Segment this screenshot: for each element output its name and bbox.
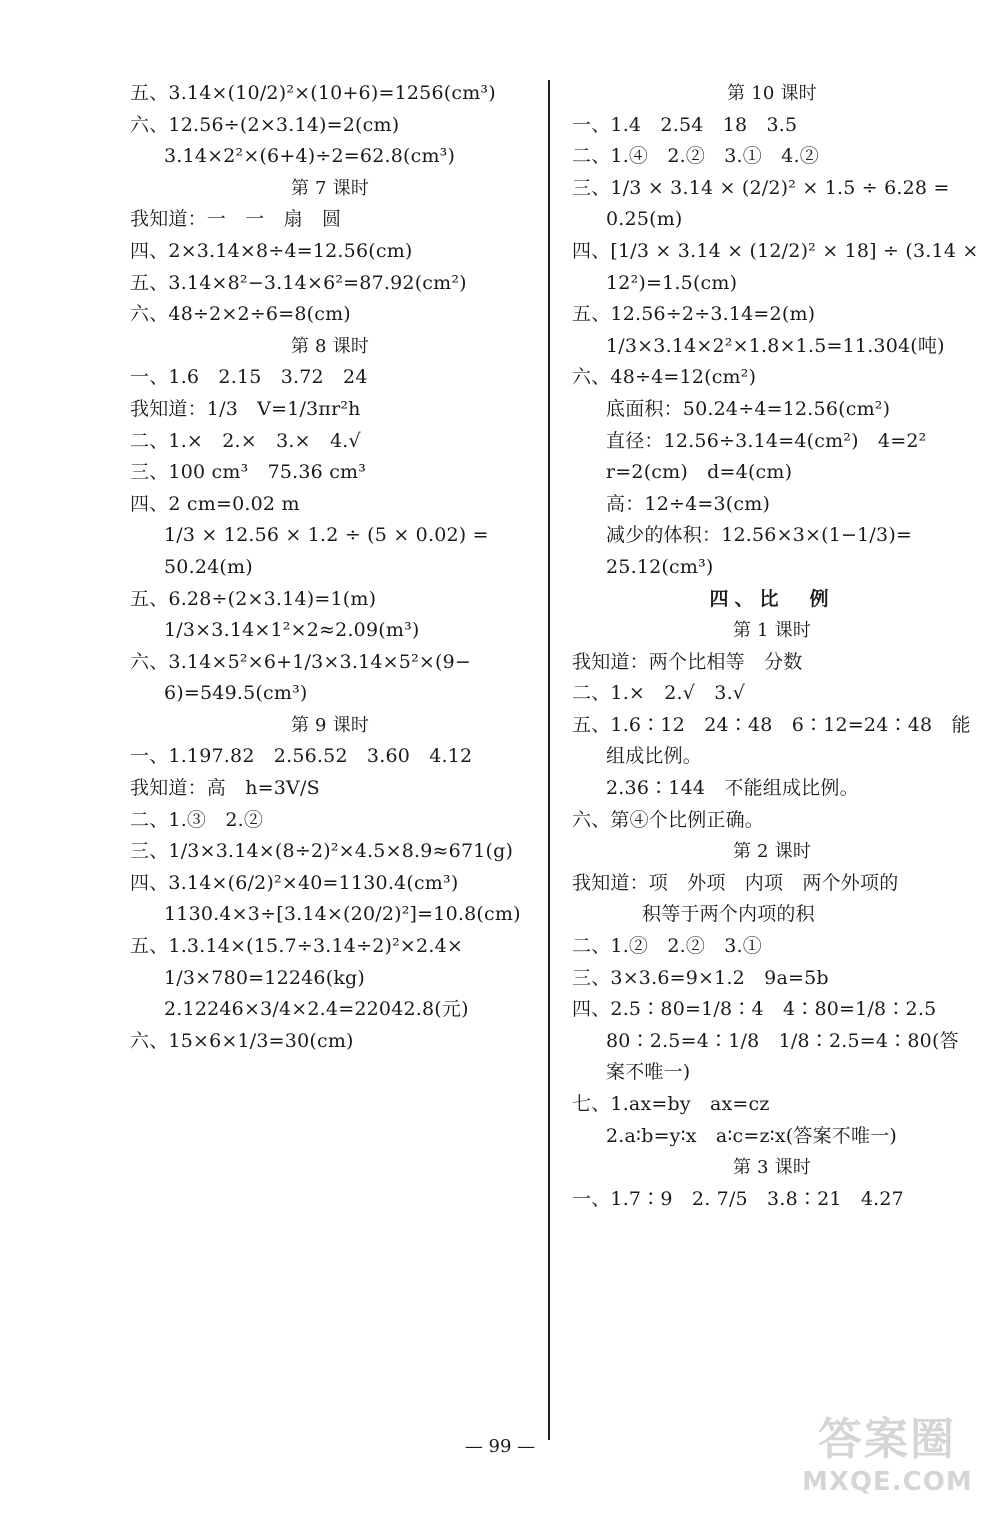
answer-line: 五、1.6∶12 24∶48 6∶12=24∶48 能 [572,713,971,736]
answer-line: 二、1.② 2.② 3.① [572,935,762,958]
answer-line: 一、1.6 2.15 3.72 24 [130,366,368,389]
answer-line: 四、[1/3 × 3.14 × (12/2)² × 18] ÷ (3.14 × [572,239,979,262]
answer-line: 1/3×3.14×2²×1.8×1.5=11.304(吨) [606,334,945,357]
lesson-heading: 第 8 课时 [290,335,370,357]
answer-line: 我知道：高 h=3V/S [130,777,320,800]
lesson-heading: 第 7 课时 [290,177,370,199]
watermark-logo: 答案圈 [818,1414,956,1465]
answer-line: 积等于两个内项的积 [642,903,815,926]
answer-line: 高：12÷4=3(cm) [606,492,771,515]
answer-line: 12²)=1.5(cm) [606,271,738,294]
answer-line: 七、1.ax=by ax=cz [572,1093,770,1115]
answer-line: 四、2 cm=0.02 m [130,492,300,515]
answer-line: 50.24(m) [164,555,253,578]
answer-line: 2.12246×3/4×2.4=22042.8(元) [164,998,469,1021]
answer-line: 二、1.× 2.√ 3.√ [572,682,746,705]
answer-line: 二、1.× 2.× 3.× 4.√ [130,429,361,452]
answer-line: 我知道：两个比相等 分数 [572,650,803,673]
answer-line: 1/3 × 12.56 × 1.2 ÷ (5 × 0.02) = [164,524,489,547]
answer-line: 我知道：1/3 V=1/3πr²h [130,397,361,420]
answer-line: 五、6.28÷(2×3.14)=1(m) [130,587,377,610]
answer-line: 六、48÷4=12(cm²) [572,366,757,389]
answer-line: 三、3×3.6=9×1.2 9a=5b [572,966,829,989]
answer-line: 案不唯一) [606,1061,691,1084]
answer-line: 六、15×6×1/3=30(cm) [130,1029,354,1052]
left-column [130,78,530,1057]
answer-line: 0.25(m) [606,208,683,231]
lesson-heading: 第 10 课时 [727,83,817,104]
lesson-heading: 第 1 课时 [732,620,812,642]
answer-line: 五、12.56÷2÷3.14=2(m) [572,303,816,326]
answer-line: 四、2.5∶80=1/8∶4 4∶80=1/8∶2.5 [572,998,937,1021]
answer-line: 1/3×3.14×1²×2≈2.09(m³) [164,619,420,642]
watermark [802,1403,973,1497]
answer-line: 我知道：一 一 扇 圆 [130,208,342,231]
answer-line: 1/3×780=12246(kg) [164,966,366,989]
answer-line: 四、2×3.14×8÷4=12.56(cm) [130,239,413,262]
answer-line: 组成比例。 [606,745,703,768]
answer-line: 直径：12.56÷3.14=4(cm²) 4=2² [606,429,927,452]
answer-line: 三、100 cm³ 75.36 cm³ [130,461,367,484]
answer-line: 1130.4×3÷[3.14×(20/2)²]=10.8(cm) [164,903,521,926]
answer-line: r=2(cm) d=4(cm) [606,461,793,484]
answer-line: 二、1.④ 2.② 3.① 4.② [572,145,819,168]
answer-line: 六、3.14×5²×6+1/3×3.14×5²×(9− [130,650,472,673]
answer-line: 底面积：50.24÷4=12.56(cm²) [606,397,891,420]
answer-line: 3.14×2²×(6+4)÷2=62.8(cm³) [164,145,456,168]
answer-line: 六、12.56÷(2×3.14)=2(cm) [130,113,400,136]
answer-line: 一、1.4 2.54 18 3.5 [572,113,798,136]
answer-line: 一、1.197.82 2.56.52 3.60 4.12 [130,745,473,768]
lesson-heading: 四、比 例 [709,587,835,610]
answer-line: 六、第④个比例正确。 [572,808,765,831]
answer-line: 80∶2.5=4∶1/8 1/8∶2.5=4∶80(答 [606,1029,959,1052]
answer-line: 2.a∶b=y∶x a∶c=z∶x(答案不唯一) [606,1124,898,1147]
answer-line: 五、3.14×(10/2)²×(10+6)=1256(cm³) [130,82,496,104]
answer-line: 四、3.14×(6/2)²×40=1130.4(cm³) [130,871,459,894]
answer-line: 一、1.7∶9 2. 7/5 3.8∶21 4.27 [572,1187,904,1210]
answer-line: 6)=549.5(cm³) [164,682,308,705]
answer-line: 三、1/3 × 3.14 × (2/2)² × 1.5 ÷ 6.28 = [572,176,950,199]
answer-line: 二、1.③ 2.② [130,808,264,831]
lesson-heading: 第 2 课时 [732,841,812,863]
lesson-heading: 第 9 课时 [290,714,370,736]
answer-line: 六、48÷2×2÷6=8(cm) [130,303,351,326]
answer-line: 我知道：项 外项 内项 两个外项的 [572,871,899,894]
column-divider [548,80,550,1440]
answer-line: 五、1.3.14×(15.7÷3.14÷2)²×2.4× [130,935,463,958]
answer-line: 五、3.14×8²−3.14×6²=87.92(cm²) [130,271,467,294]
answer-line: 减少的体积：12.56×3×(1−1/3)= [606,524,913,547]
page-number: — 99 — [464,1436,536,1457]
answer-line: 三、1/3×3.14×(8÷2)²×4.5×8.9≈671(g) [130,840,514,863]
watermark-site: MXQE.COM [802,1467,973,1497]
lesson-heading: 第 3 课时 [732,1157,812,1179]
right-column [572,78,979,1215]
answer-line: 25.12(cm³) [606,555,714,578]
answer-line: 2.36∶144 不能组成比例。 [606,777,859,800]
